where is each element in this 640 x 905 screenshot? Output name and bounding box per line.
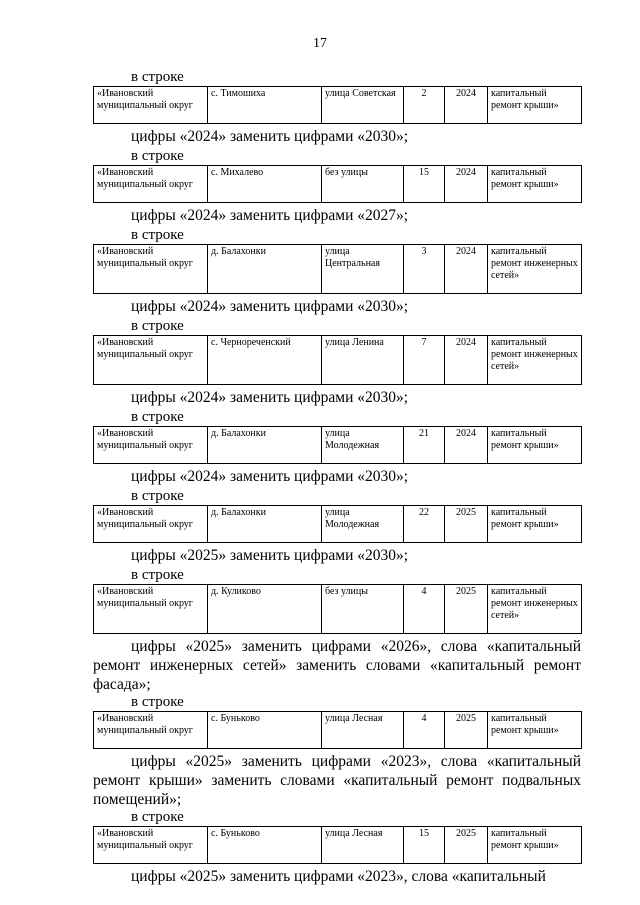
cell-house-number: 21 [404,427,445,464]
cell-settlement: д. Балахонки [208,245,322,294]
cell-street: улица Лесная [322,712,404,749]
cell-work-type: капитальный ремонт крыши» [488,427,582,464]
cell-work-type: капитальный ремонт инженерных сетей» [488,585,582,634]
cell-settlement: с. Буньково [208,827,322,864]
cell-street: улица Молодежная [322,506,404,543]
instruction-text: цифры «2024» заменить цифрами «2030»; [131,389,409,406]
cell-district: «Ивановский муниципальный округ [94,87,208,124]
cell-street: улица Молодежная [322,427,404,464]
data-table-row [93,335,582,385]
in-row-label: в строке [131,148,184,164]
page-number: 17 [313,36,327,51]
cell-house-number: 7 [404,336,445,385]
cell-year: 2025 [445,506,488,543]
cell-street: улица Центральная [322,245,404,294]
cell-house-number: 15 [404,827,445,864]
cell-house-number: 22 [404,506,445,543]
data-table-row [93,86,582,124]
cell-settlement: с. Чернореченский [208,336,322,385]
data-table-row [93,711,582,749]
cell-district: «Ивановский муниципальный округ [94,827,208,864]
cell-district: «Ивановский муниципальный округ [94,336,208,385]
instruction-text: цифры «2024» заменить цифрами «2030»; [131,298,409,315]
data-table-row [93,244,582,294]
in-row-label: в строке [131,567,184,583]
document-body [93,69,581,888]
cell-work-type: капитальный ремонт инженерных сетей» [488,336,582,385]
cell-street: без улицы [322,166,404,203]
instruction-text: цифры «2025» заменить цифрами «2023», слова «капитальный [131,868,546,885]
instruction-text: цифры «2024» заменить цифрами «2030»; [131,468,409,485]
in-row-label: в строке [131,488,184,504]
instruction-text: цифры «2025» заменить цифрами «2023», слова «капитальный ремонт крыши» заменить словами «капитальный ремонт подвальных помещений»; [93,753,581,808]
cell-work-type: капитальный ремонт крыши» [488,87,582,124]
cell-house-number: 4 [404,585,445,634]
cell-year: 2024 [445,245,488,294]
cell-house-number: 4 [404,712,445,749]
cell-district: «Ивановский муниципальный округ [94,245,208,294]
cell-street: улица Советская [322,87,404,124]
cell-district: «Ивановский муниципальный округ [94,506,208,543]
instruction-text: цифры «2025» заменить цифрами «2030»; [131,547,409,564]
in-row-label: в строке [131,694,184,710]
data-table-row [93,426,582,464]
cell-year: 2025 [445,712,488,749]
instruction-text: цифры «2025» заменить цифрами «2026», слова «капитальный ремонт инженерных сетей» заменить словами «капитальный ремонт фасада»; [93,638,581,693]
cell-house-number: 2 [404,87,445,124]
cell-year: 2025 [445,585,488,634]
cell-house-number: 3 [404,245,445,294]
data-table-row [93,826,582,864]
cell-settlement: с. Михалево [208,166,322,203]
instruction-text: цифры «2024» заменить цифрами «2030»; [131,128,409,145]
cell-district: «Ивановский муниципальный округ [94,585,208,634]
cell-work-type: капитальный ремонт крыши» [488,712,582,749]
data-table-row [93,584,582,634]
data-table-row [93,165,582,203]
cell-work-type: капитальный ремонт крыши» [488,166,582,203]
cell-year: 2024 [445,427,488,464]
cell-settlement: с. Буньково [208,712,322,749]
in-row-label: в строке [131,318,184,334]
cell-settlement: д. Балахонки [208,427,322,464]
cell-year: 2024 [445,87,488,124]
in-row-label: в строке [131,809,184,825]
cell-district: «Ивановский муниципальный округ [94,712,208,749]
cell-year: 2025 [445,827,488,864]
cell-settlement: с. Тимошиха [208,87,322,124]
cell-district: «Ивановский муниципальный округ [94,166,208,203]
data-table-row [93,505,582,543]
cell-work-type: капитальный ремонт крыши» [488,506,582,543]
cell-work-type: капитальный ремонт крыши» [488,827,582,864]
instruction-text: цифры «2024» заменить цифрами «2027»; [131,207,409,224]
cell-work-type: капитальный ремонт инженерных сетей» [488,245,582,294]
cell-year: 2024 [445,166,488,203]
cell-street: улица Ленина [322,336,404,385]
cell-street: улица Лесная [322,827,404,864]
in-row-label: в строке [131,69,184,85]
in-row-label: в строке [131,409,184,425]
cell-district: «Ивановский муниципальный округ [94,427,208,464]
cell-year: 2024 [445,336,488,385]
cell-house-number: 15 [404,166,445,203]
cell-street: без улицы [322,585,404,634]
in-row-label: в строке [131,227,184,243]
cell-settlement: д. Балахонки [208,506,322,543]
cell-settlement: д. Куликово [208,585,322,634]
